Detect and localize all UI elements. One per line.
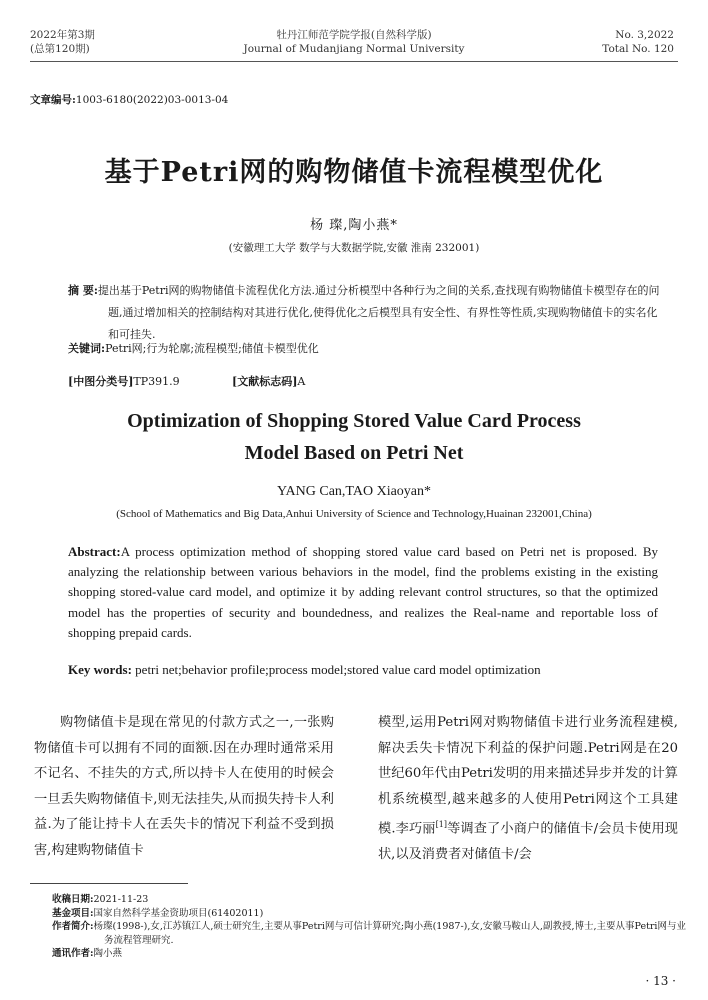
keywords-en-text: petri net;behavior profile;process model;stored value card model optimization	[135, 662, 541, 677]
footnote-corresponding-value: 陶小燕	[93, 948, 123, 959]
keywords-cn	[68, 340, 668, 358]
title-en	[0, 405, 708, 469]
body-right-text-a: 模型,运用Petri网对购物储值卡进行业务流程建模,解决丢失卡情况下利益的保护问题.Petri网是在20世纪60年代由Petri发明的用来描述异步并发的计算机系统模型,越来越多的人使用Petri网这个工具建模.李巧丽	[378, 715, 678, 837]
header-number	[602, 28, 674, 56]
authors-en: YANG Can,TAO Xiaoyan*	[276, 484, 432, 499]
document-code-value: A	[297, 375, 306, 388]
article-number-value: 1003-6180(2022)03-0013-04	[75, 94, 229, 106]
abstract-en-text: A process optimization method of shopping stored value card based on Petri net is proposed. By analyzing the relationship between various behaviors in the model, find the problems existing in the existing shopping stored-value card model, and optimize it by adding relevant control structures, so that the optimized model has the properties of security and boundedness, and realizes the Real-name and reportable loss of shopping prepaid cards.	[68, 544, 658, 640]
body-right-text-b: 等调查了小商户的储值卡/会员卡使用现状,以及消费者对储值卡/会	[378, 821, 678, 863]
article-number-label: 文章编号:	[30, 94, 76, 106]
clc-label: [中图分类号]	[68, 375, 134, 388]
abstract-cn-body	[68, 280, 668, 346]
authors-cn: 杨 璨,陶小燕*	[310, 218, 398, 233]
footnote-received	[52, 893, 692, 907]
header-divider	[30, 61, 678, 62]
document-code-label: [文献标志码]	[232, 375, 298, 388]
affiliation-cn: (安徽理工大学 数学与大数据学院,安徽 淮南 232001)	[228, 242, 480, 254]
keywords-cn-label: 关键词:	[68, 342, 106, 355]
header-number-total: Total No. 120	[602, 43, 674, 55]
header-issue-year: 2022年第3期	[30, 29, 95, 41]
citation-1[interactable]: [1]	[435, 820, 447, 830]
footnote-fund-label: 基金项目:	[52, 907, 94, 919]
header-issue-total: (总第120期)	[30, 43, 90, 55]
title-en-line2: Model Based on Petri Net	[244, 442, 464, 464]
abstract-en	[68, 542, 658, 643]
abstract-cn-label: 摘 要:	[68, 284, 98, 297]
header-number-issue: No. 3,2022	[615, 29, 674, 41]
footnote-corresponding	[52, 947, 692, 961]
header-journal-cn: 牡丹江师范学院学报(自然科学版)	[276, 29, 432, 41]
footnote-bio-label: 作者简介:	[52, 921, 94, 932]
footnote-corresponding-label: 通讯作者:	[52, 948, 94, 959]
footnote-received-value: 2021-11-23	[93, 894, 149, 905]
footnote-bio-value: 杨璨(1998-),女,江苏镇江人,硕士研究生,主要从事Petri网与可信计算研究;陶小燕(1987-),女,安徽马鞍山人,副教授,博士,主要从事Petri网与业务流程管理研究.	[93, 921, 686, 946]
abstract-cn	[68, 280, 668, 346]
keywords-en-label: Key words:	[68, 662, 132, 677]
header-journal-en: Journal of Mudanjiang Normal University	[243, 43, 465, 55]
document-code	[232, 373, 305, 389]
abstract-en-label: Abstract:	[68, 544, 121, 559]
keywords-en	[68, 662, 668, 678]
footnote-fund	[52, 907, 692, 921]
clc-value: TP391.9	[133, 375, 180, 388]
title-en-line1: Optimization of Shopping Stored Value Card Process	[127, 410, 581, 432]
abstract-cn-text: 提出基于Petri网的购物储值卡流程优化方法.通过分析模型中各种行为之间的关系,查找现有购物储值卡模型存在的问题,通过增加相关的控制结构对其进行优化,使得优化之后模型具有安全性、有界性等性质,实现购物储值卡的实名化和可挂失.	[97, 284, 660, 341]
footnotes	[52, 893, 692, 961]
footnote-fund-value: 国家自然科学基金资助项目(61402011)	[93, 907, 264, 919]
title-cn: 基于Petri网的购物储值卡流程模型优化	[104, 157, 604, 188]
footnote-bio	[52, 920, 692, 947]
footnote-received-label: 收稿日期:	[52, 894, 94, 905]
page-number: · 13 ·	[645, 974, 676, 988]
body-column-left: 购物储值卡是现在常见的付款方式之一,一张购物储值卡可以拥有不同的面额.因在办理时通常采用不记名、不挂失的方式,所以持卡人在使用的时候会一旦丢失购物储值卡,则无法挂失,从而损失持卡人利益.为了能让持卡人在丢失卡的情况下利益不受到损害,构建购物储值卡	[34, 715, 334, 858]
body-column-right	[378, 710, 678, 868]
article-number	[30, 92, 228, 107]
affiliation-en: (School of Mathematics and Big Data,Anhui University of Science and Technology,Huainan 232001,China)	[116, 508, 592, 520]
keywords-cn-text: Petri网;行为轮廓;流程模型;储值卡模型优化	[105, 342, 319, 355]
clc-number	[68, 373, 180, 389]
footnote-divider	[30, 883, 188, 884]
